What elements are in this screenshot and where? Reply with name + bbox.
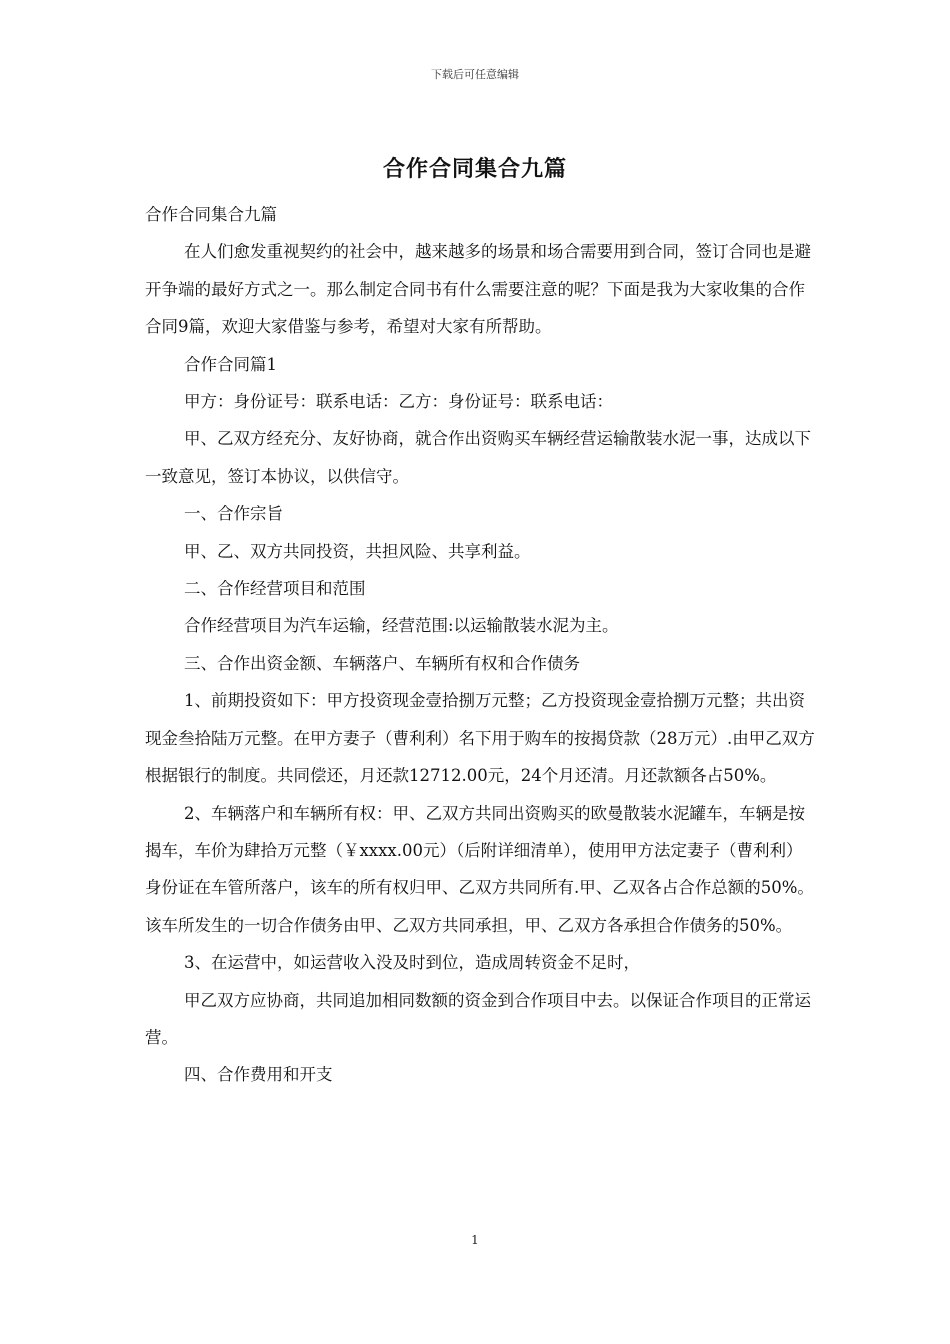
paragraph: 合作经营项目为汽车运输，经营范围:以运输散装水泥为主。	[184, 616, 619, 636]
document-body	[145, 196, 817, 1094]
paragraph: 甲方：身份证号：联系电话：乙方：身份证号：联系电话：	[184, 392, 613, 412]
paragraph: 在人们愈发重视契约的社会中，越来越多的场景和场合需要用到合同，签订合同也是避开争端的最好方式之一。那么制定合同书有什么需要注意的呢？下面是我为大家收集的合作合同9篇，欢迎大家借鉴与参考，希望对大家有所帮助。	[145, 242, 811, 337]
paragraph: 合作合同篇1	[184, 354, 277, 374]
header-note: 下载后可任意编辑	[431, 68, 519, 81]
section-heading: 二、合作经营项目和范围	[184, 579, 366, 599]
document-title: 合作合同集合九篇	[382, 156, 567, 182]
section-heading: 四、合作费用和开支	[184, 1065, 333, 1085]
section-heading: 三、合作出资金额、车辆落户、车辆所有权和合作债务	[184, 653, 580, 673]
page-number: 1	[471, 1233, 479, 1247]
paragraph: 甲乙双方应协商，共同追加相同数额的资金到合作项目中去。以保证合作项目的正常运营。	[145, 990, 811, 1047]
paragraph: 1、前期投资如下：甲方投资现金壹拾捌万元整；乙方投资现金壹拾捌万元整；共出资现金叁拾陆万元整。在甲方妻子（曹利利）名下用于购车的按揭贷款（28万元）.由甲乙双方根据银行的制度。共同偿还，月还款12712.00元，24个月还清。月还款额各占50%。	[145, 691, 815, 786]
section-heading: 一、合作宗旨	[184, 504, 283, 524]
paragraph: 2、车辆落户和车辆所有权：甲、乙双方共同出资购买的欧曼散装水泥罐车，车辆是按揭车，车价为肆拾万元整（￥xxxx.00元）（后附详细清单），使用甲方法定妻子（曹利利）身份证在车管所落户，该车的所有权归甲、乙双方共同所有.甲、乙双各占合作总额的50%。该车所发生的一切合作债务由甲、乙双方共同承担，甲、乙双方各承担合作债务的50%。	[145, 803, 814, 935]
paragraph: 甲、乙双方经充分、友好协商，就合作出资购买车辆经营运输散装水泥一事，达成以下一致意见，签订本协议，以供信守。	[145, 429, 811, 486]
paragraph: 3、在运营中，如运营收入没及时到位，造成周转资金不足时，	[184, 953, 640, 973]
paragraph: 甲、乙、双方共同投资，共担风险、共享利益。	[184, 541, 531, 561]
paragraph: 合作合同集合九篇	[145, 205, 277, 224]
